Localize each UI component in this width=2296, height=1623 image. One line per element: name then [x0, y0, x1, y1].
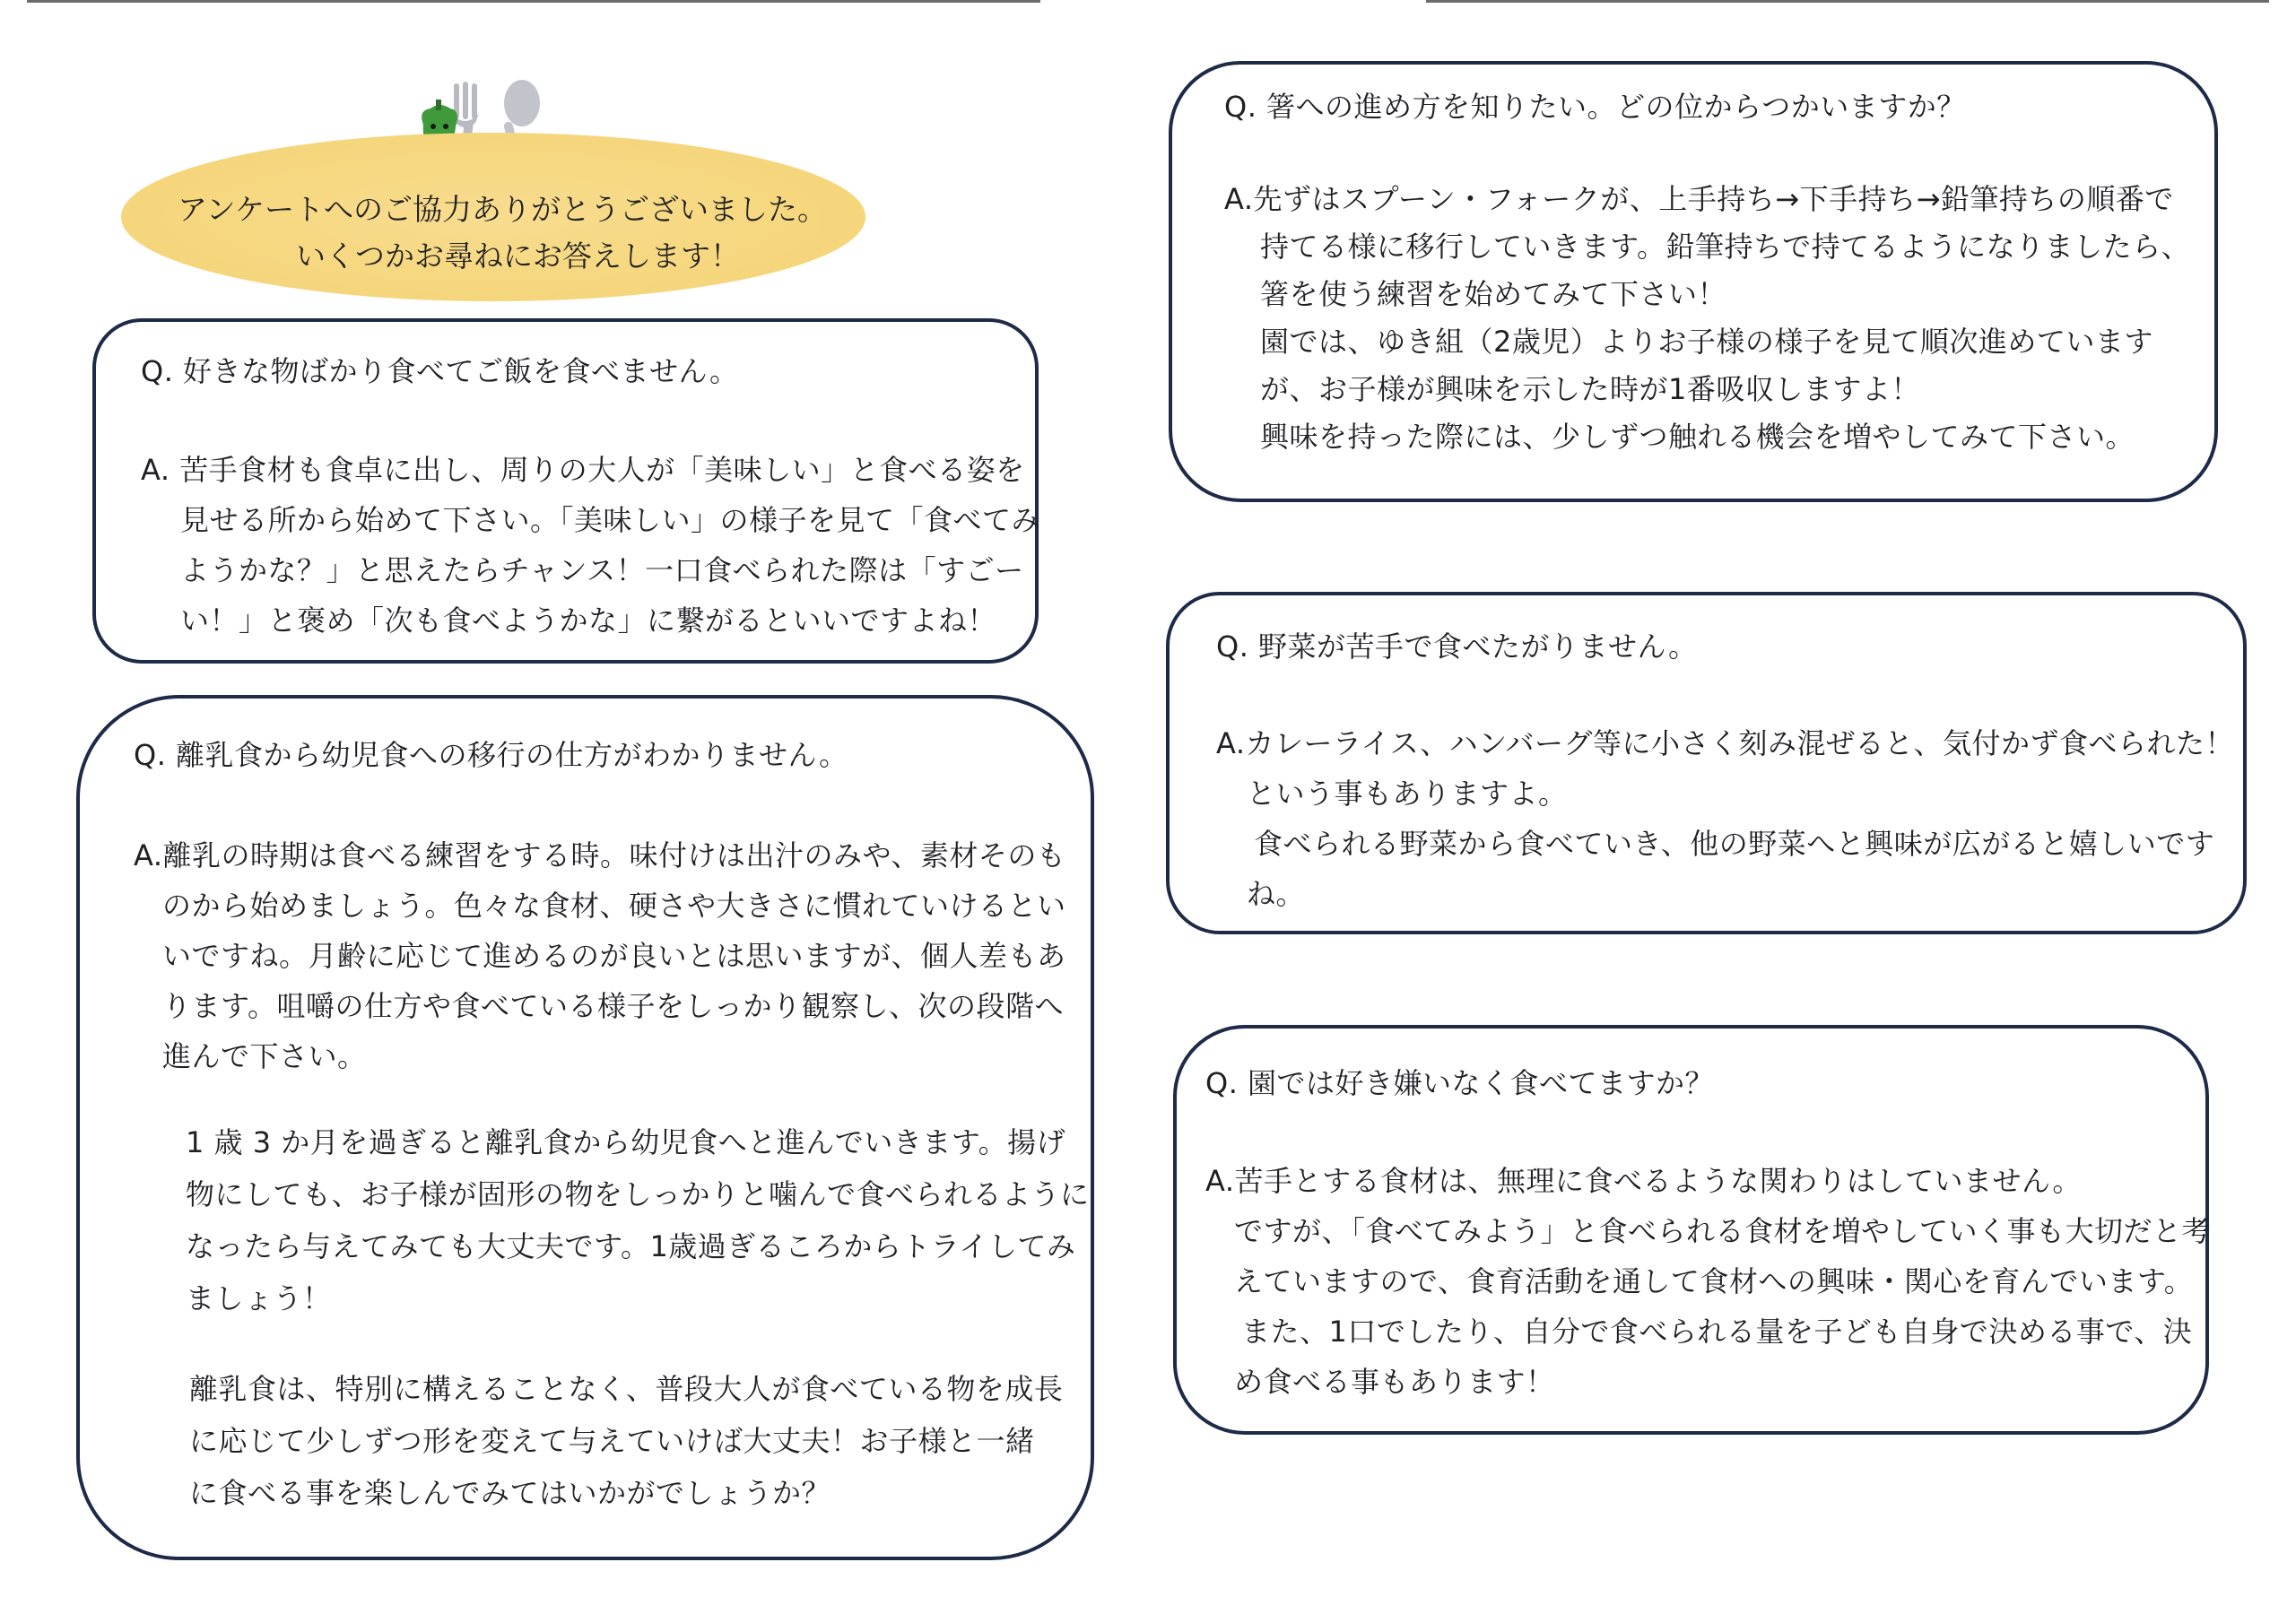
answer-line: ります。咀嚼の仕方や食べている様子をしっかり観察し、次の段階へ [162, 989, 1064, 1023]
qa-card-vegetables [1166, 592, 2247, 934]
answer-line: 持てる様に移行していきます。鉛筆持ちで持てるようになりましたら、 [1260, 230, 2191, 264]
answer-line: い！」と褒め「次も食べようかな」に繋がるといいですよね！ [180, 603, 997, 638]
answer [134, 833, 1066, 1084]
answer-paragraph-2 [186, 1120, 1090, 1328]
answer [1224, 177, 2190, 462]
answer-line: いですね。月齢に応じて進めるのが良いとは思いますが、個人差もあ [162, 939, 1066, 973]
answer-line: なったら与えてみても大丈夫です。1歳過ぎるころからトライしてみ [186, 1229, 1076, 1263]
answer-line: 1 歳 3 か月を過ぎると離乳食から幼児食へと進んでいきます。揚げ [186, 1125, 1066, 1159]
question: Q. 箸への進め方を知りたい。どの位からつかいますか？ [1224, 90, 1966, 124]
question: Q. 園では好き嫌いなく食べてますか？ [1205, 1066, 1715, 1100]
question: Q. 好きな物ばかり食べてご飯を食べません。 [141, 354, 739, 388]
answer-line: 興味を持った際には、少しずつ触れる機会を増やしてみて下さい。 [1260, 420, 2135, 454]
answer-line: A.苦手とする食材は、無理に食べるような関わりはしていません。 [1205, 1164, 2082, 1198]
answer [1216, 721, 2234, 922]
answer-line: が、お子様が興味を示した時が1番吸収しますよ！ [1260, 372, 1920, 406]
answer [1205, 1159, 2211, 1410]
answer-line: に食べる事を楽しんでみてはいかがでしょうか？ [189, 1476, 831, 1510]
answer-line: 見せる所から始めて下さい。「美味しい」の様子を見て「食べてみ [180, 503, 1041, 537]
answer-line: め食べる事もあります！ [1234, 1365, 1555, 1399]
answer-line: 物にしても、お子様が固形の物をしっかりと噛んで食べられるように [186, 1177, 1090, 1211]
qa-card-picky-eating [92, 318, 1039, 664]
answer-line: A.カレーライス、ハンバーグ等に小さく刻み混ぜると、気付かず食べられた！ [1216, 726, 2234, 760]
answer-line: A.先ずはスプーン・フォークが、上手持ち→下手持ち→鉛筆持ちの順番で [1224, 182, 2174, 216]
answer-line: という事もありますよ。 [1247, 777, 1568, 811]
answer-line: ね。 [1247, 877, 1306, 911]
answer-line: 園では、ゆき組（2歳児）よりお子様の様子を見て順次進めています [1260, 325, 2153, 359]
answer-line: ですが、「食べてみよう」と食べられる食材を増やしていく事も大切だと考 [1234, 1214, 2212, 1248]
answer-line: また、1口でしたり、自分で食べられる量を子ども自身で決める事で、決 [1241, 1315, 2193, 1349]
answer [141, 447, 1040, 648]
answer-line: ようかな？」と思えたらチャンス！一口食べられた際は「すごー [180, 553, 1024, 587]
answer-line: ましょう！ [186, 1281, 332, 1315]
answer-line: に応じて少しずつ形を変えて与えていけば大丈夫！お子様と一緒 [189, 1424, 1035, 1458]
thank-you-banner [121, 133, 865, 301]
answer-line: 離乳食は、特別に構えることなく、普段大人が食べている物を成長 [189, 1372, 1064, 1406]
answer-line: 箸を使う練習を始めてみて下さい！ [1260, 277, 1727, 311]
scan-edge-left [27, 0, 1040, 3]
answer-line: のから始めましょう。色々な食材、硬さや大きさに慣れていけるとい [162, 889, 1066, 923]
banner-line-1: アンケートへのご協力ありがとうございました。 [178, 192, 828, 227]
qa-card-likes-dislikes [1173, 1025, 2212, 1435]
question: Q. 野菜が苦手で食べたがりません。 [1216, 629, 1698, 664]
answer-line: A. 苦手食材も食卓に出し、周りの大人が「美味しい」と食べる姿を [141, 453, 1025, 487]
qa-card-chopsticks [1169, 61, 2218, 502]
answer-line: 食べられる野菜から食べていき、他の野菜へと興味が広がると嬉しいです [1254, 827, 2215, 861]
banner-line-2: いくつかお尋ねにお答えします！ [296, 239, 740, 273]
answer-line: えていますので、食育活動を通して食材への興味・関心を育んでいます。 [1234, 1264, 2194, 1298]
answer-line: 進んで下さい。 [162, 1039, 367, 1073]
qa-card-weaning [76, 695, 1094, 1560]
answer-paragraph-3 [189, 1367, 1063, 1523]
question: Q. 離乳食から幼児食への移行の仕方がわかりません。 [134, 738, 848, 772]
scan-edge-right [1426, 0, 2269, 3]
answer-line: A.離乳の時期は食べる練習をする時。味付けは出汁のみや、素材そのも [134, 838, 1066, 872]
